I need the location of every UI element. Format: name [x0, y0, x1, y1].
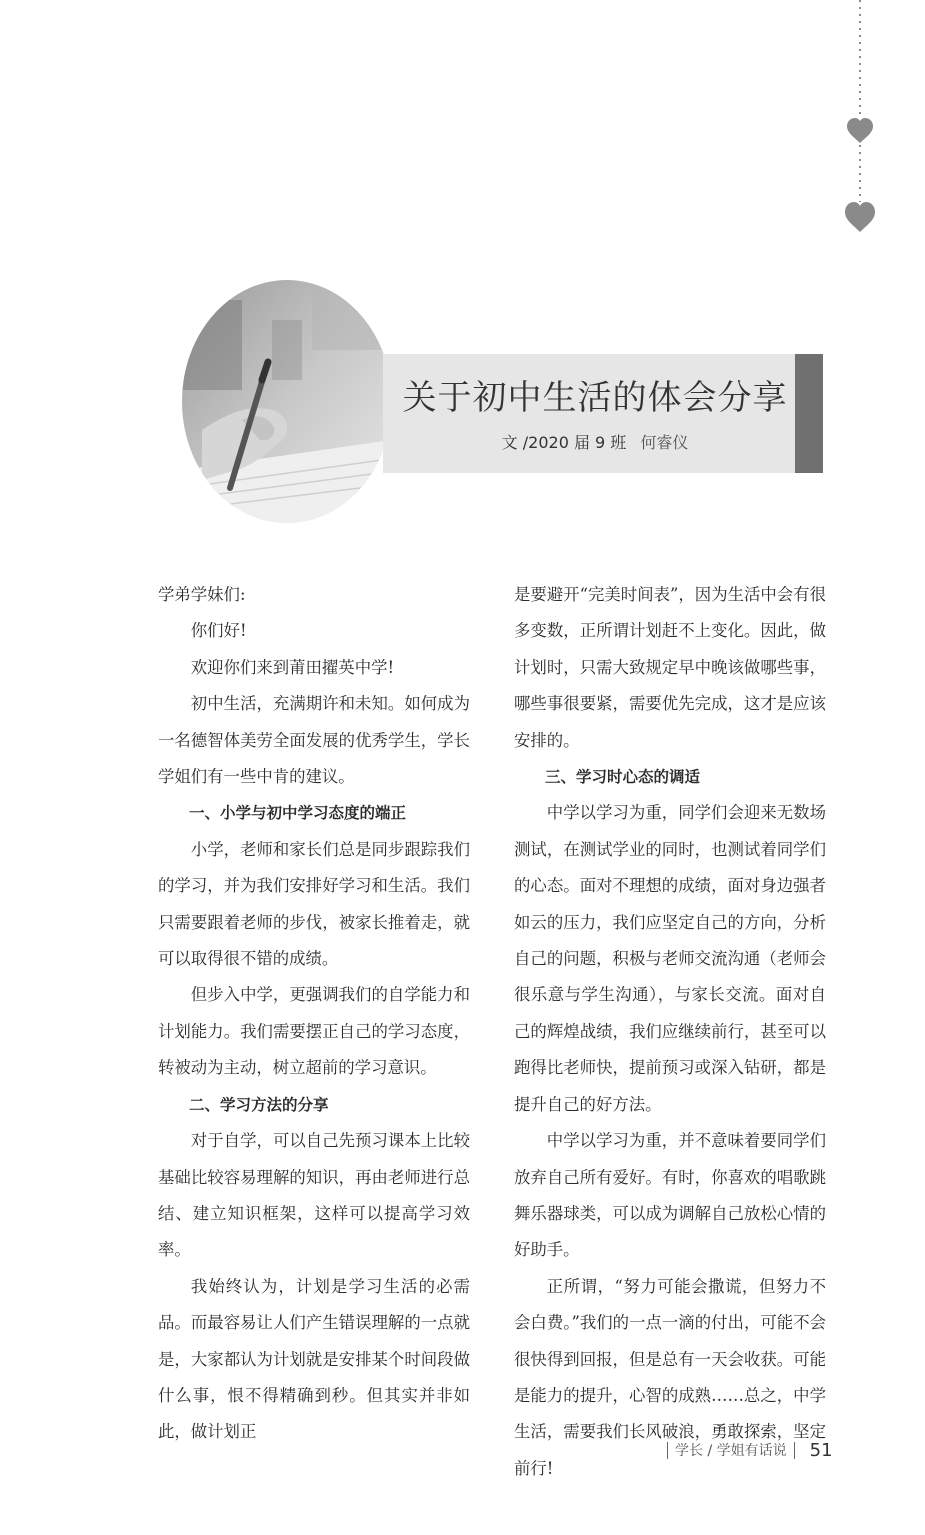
paragraph: 我始终认为，计划是学习生活的必需品。而最容易让人们产生错误理解的一点就是，大家都认为计划就是安排某个时间段做什么事，恨不得精确到秒。但其实并非如此，做计划正: [158, 1276, 470, 1442]
article-title: 关于初中生活的体会分享: [402, 378, 788, 418]
section-heading: 一、小学与初中学习态度的端正: [189, 804, 407, 823]
title-accent-bar: [795, 354, 823, 473]
heart-icon: [847, 118, 873, 143]
paragraph: 正所谓，“努力可能会撒谎，但努力不会白费。”我们的一点一滴的付出，可能不会很快得到回报，但是总有一天会收获。可能是能力的提升，心智的成熟……总之，中学生活，需要我们长风破浪，勇敢探索，坚定前行!: [514, 1276, 826, 1478]
footer-divider: [667, 1442, 668, 1459]
paragraph: 初中生活，充满期许和未知。如何成为一名德智体美劳全面发展的优秀学生，学长学姐们有一些中肯的建议。: [158, 694, 470, 787]
paragraph: 对于自学，可以自己先预习课本上比较基础比较容易理解的知识，再由老师进行总结、建立知识框架，这样可以提高学习效率。: [158, 1131, 470, 1260]
paragraph: 但步入中学，更强调我们的自学能力和计划能力。我们需要摆正自己的学习态度，转被动为主动，树立超前的学习意识。: [158, 985, 470, 1078]
writing-hand-photo: [182, 280, 392, 523]
page-number: 51: [809, 1439, 833, 1461]
left-column: [158, 577, 470, 1451]
byline-author: 何睿仪: [640, 433, 689, 452]
right-column: [514, 577, 826, 1487]
paragraph: 小学，老师和家长们总是同步跟踪我们的学习，并为我们安排好学习和生活。我们只需要跟着老师的步伐，被家长推着走，就可以取得很不错的成绩。: [158, 839, 470, 969]
salutation: 学弟学妹们:: [158, 585, 246, 604]
paragraph-continued: 是要避开“完美时间表”，因为生活中会有很多变数，正所谓计划赶不上变化。因此，做计划时，只需大致规定早中晚该做哪些事，哪些事很要紧，需要优先完成，这才是应该安排的。: [514, 585, 826, 750]
section-heading: 三、学习时心态的调适: [545, 768, 701, 787]
byline-class: 文 /2020 届 9 班: [501, 433, 627, 452]
paragraph: 欢迎你们来到莆田擢英中学!: [190, 657, 395, 677]
page-footer: [660, 1437, 840, 1463]
paragraph: 中学以学习为重，并不意味着要同学们放弃自己所有爱好。有时，你喜欢的唱歌跳舞乐器球类，可以成为调解自己放松心情的好助手。: [514, 1131, 826, 1260]
decorative-hearts: [838, 0, 882, 240]
footer-divider: [794, 1442, 795, 1459]
paragraph: 中学以学习为重，同学们会迎来无数场测试，在测试学业的同时，也测试着同学们的心态。面对不理想的成绩，面对身边强者如云的压力，我们应坚定自己的方向，分析自己的问题，积极与老师交流沟通（老师会很乐意与学生沟通），与家长交流。面对自己的辉煌战绩，我们应继续前行，甚至可以跑得比老师快，提前预习或深入钻研，都是提升自己的好方法。: [514, 803, 826, 1114]
footer-section-title: 学长 / 学姐有话说: [675, 1443, 787, 1459]
heart-icon: [845, 202, 875, 232]
paragraph: 你们好!: [190, 621, 247, 641]
section-heading: 二、学习方法的分享: [189, 1095, 329, 1114]
article-byline: [395, 430, 795, 453]
